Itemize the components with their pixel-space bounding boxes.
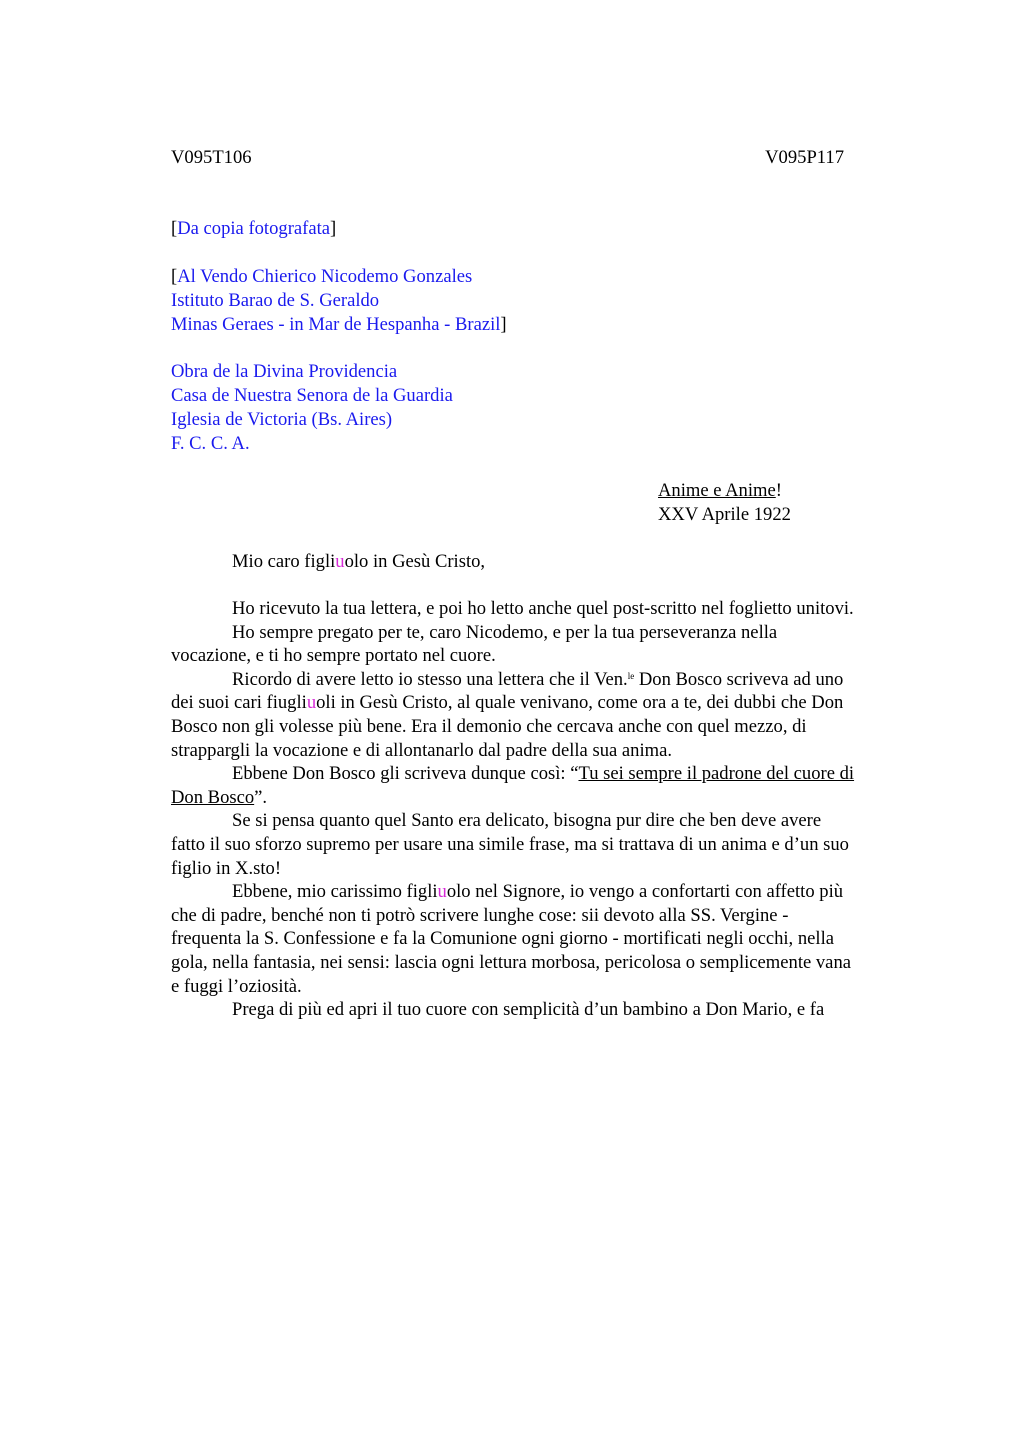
motto: Anime e Anime <box>658 480 776 501</box>
body-line: vocazione, e ti ho sempre portato nel cuore. <box>171 645 496 667</box>
address-line-1: Al Vendo Chierico Nicodemo Gonzales <box>177 266 473 287</box>
letterhead-line-1: Obra de la Divina Providencia <box>171 361 398 382</box>
body-line: frequenta la S. Confessione e fa la Comunione ogni giorno - mortificati negli occhi, nella <box>171 928 834 950</box>
body-line: figlio in X.sto! <box>171 857 282 879</box>
body-line: gola, nella fantasia, nei sensi: lascia ogni lettura morbosa, pericolosa o semplicemente vana <box>171 951 851 973</box>
header-left-code: V095T106 <box>171 147 252 168</box>
source-note-text: Da copia fotografata <box>177 218 331 239</box>
letterhead-line-4: F. C. C. A. <box>171 433 250 454</box>
letterhead-line-3: Iglesia de Victoria (Bs. Aires) <box>171 409 393 430</box>
body-line: Bosco non gli volesse più bene. Era il demonio che cercava anche con quel mezzo, di <box>171 715 807 737</box>
body-line: strappargli la vocazione e di allontanarlo dal padre della sua anima. <box>171 739 672 761</box>
body-line: Prega di più ed apri il tuo cuore con semplicità d’un bambino a Don Mario, e fa <box>232 999 825 1021</box>
header-right-code: V095P117 <box>765 147 844 168</box>
body-line: e fuggi l’oziosità. <box>171 975 302 997</box>
body-line: Ho sempre pregato per te, caro Nicodemo, e per la tua perseveranza nella <box>232 621 778 643</box>
body-line: dei suoi cari fiugliuoli in Gesù Cristo, al quale venivano, come ora a te, dei dubbi che Don <box>171 692 844 714</box>
body-line: fatto il suo sforzo supremo per usare una simile frase, ma si trattava di un anima e d’un suo <box>171 833 849 855</box>
body-line: Ricordo di avere letto io stesso una lettera che il Ven.$^{le}$ Don Bosco scriveva ad uno <box>232 668 844 690</box>
recipient-address: [Al Vendo Chierico Nicodemo Gonzales Istituto Barao de S. Geraldo Minas Geraes - in Mar de Hespanha - Brazil] <box>171 266 507 335</box>
body-line: Ho ricevuto la tua lettera, e poi ho letto anche quel post-scritto nel foglietto unitovi. <box>232 598 854 619</box>
body-line: Ebbene Don Bosco gli scriveva dunque così: “Tu sei sempre il padrone del cuore di <box>232 763 855 785</box>
body-line: Se si pensa quanto quel Santo era delicato, bisogna pur dire che ben deve avere <box>232 810 822 832</box>
letter-date: XXV Aprile 1922 <box>658 504 791 525</box>
source-note: [Da copia fotografata] <box>171 218 337 239</box>
letter-body <box>171 597 931 1022</box>
letterhead <box>171 360 453 456</box>
salutation: Mio caro figliuolo in Gesù Cristo, <box>232 551 486 572</box>
body-line: che di padre, benché non ti potrò scrivere lunghe cose: sii devoto alla SS. Vergine - <box>171 904 789 926</box>
address-line-3: Minas Geraes - in Mar de Hespanha - Brazil <box>171 314 501 335</box>
letterhead-line-2: Casa de Nuestra Senora de la Guardia <box>171 385 453 406</box>
address-line-2: Istituto Barao de S. Geraldo <box>171 290 380 311</box>
quote-underlined: Don Bosco <box>171 786 255 808</box>
body-line: Ebbene, mio carissimo figliuolo nel Signore, io vengo a confortarti con affetto più <box>232 881 844 903</box>
body-line: Don Bosco”. <box>171 786 268 808</box>
quote-underlined: Tu sei sempre il padrone del cuore di <box>578 763 855 785</box>
motto-date: Anime e Anime! XXV Aprile 1922 <box>658 480 791 525</box>
